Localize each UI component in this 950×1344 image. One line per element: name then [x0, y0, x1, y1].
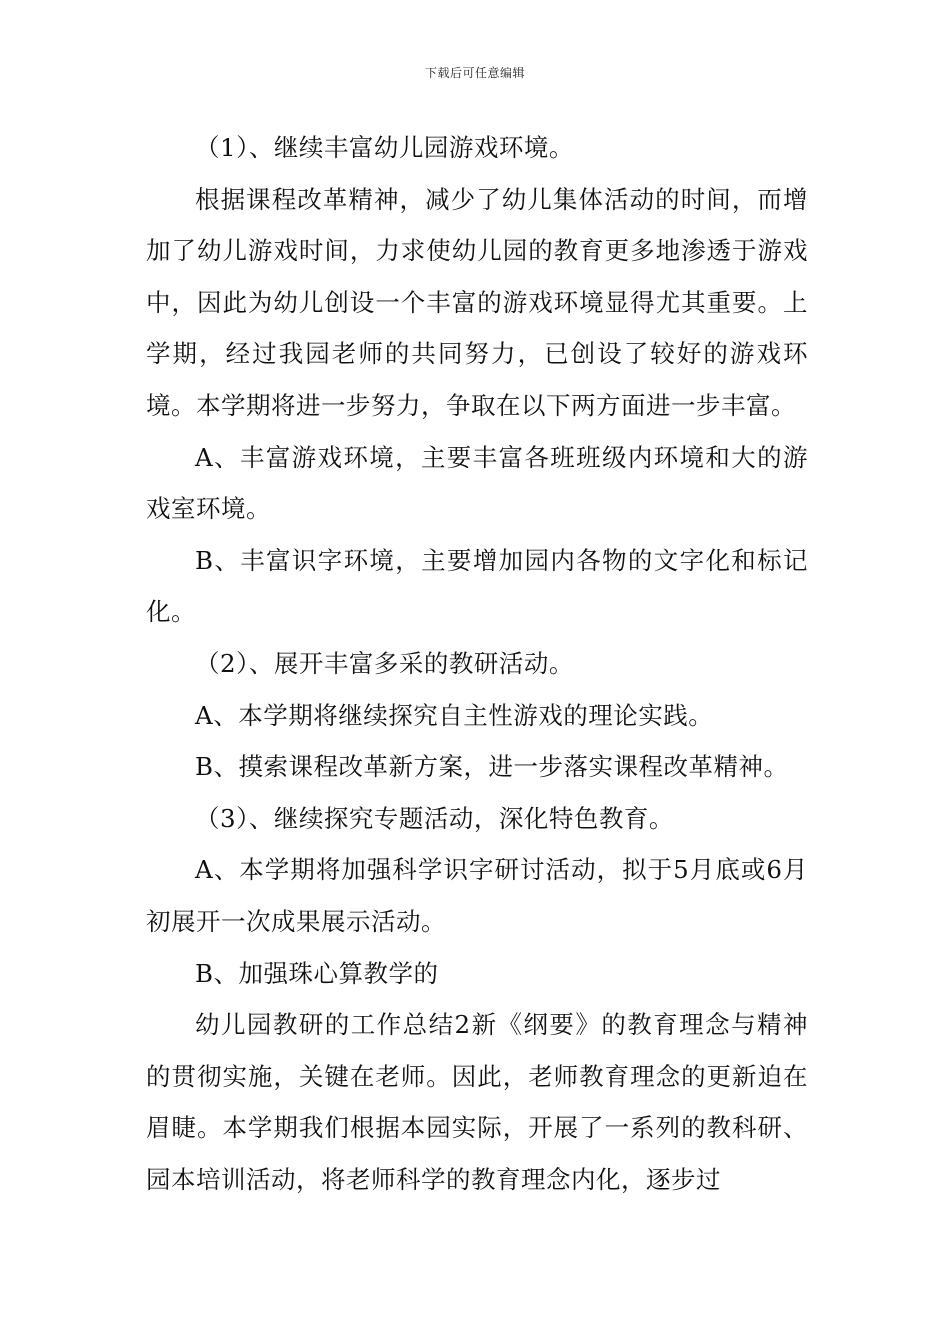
paragraph-item-a: A、本学期将加强科学识字研讨活动，拟于5月底或6月初展开一次成果展示活动。 [146, 855, 808, 936]
paragraph-item-b: B、摸索课程改革新方案，进一步落实课程改革精神。 [195, 752, 789, 782]
paragraph-item-b: B、丰富识字环境，主要增加园内各物的文字化和标记化。 [146, 545, 808, 627]
paragraph-section-1-heading: （1）、继续丰富幼儿园游戏环境。 [195, 133, 574, 162]
paragraph-item-b: B、加强珠心算教学的 [195, 958, 439, 988]
paragraph: 根据课程改革精神，减少了幼儿集体活动的时间，而增加了幼儿游戏时间，力求使幼儿园的教育更多地渗透于游戏中，因此为幼儿创设一个丰富的游戏环境显得尤其重要。上学期，经过我园老师的共同努力，已创设了较好的游戏环境。本学期将进一步努力，争取在以下两方面进一步丰富。 [146, 184, 808, 420]
paragraph-item-a: A、丰富游戏环境，主要丰富各班班级内环境和大的游戏室环境。 [146, 442, 808, 524]
document-body [146, 122, 808, 1205]
paragraph-section-2-heading: （2）、展开丰富多采的教研活动。 [195, 648, 574, 678]
page-header: 下载后可任意编辑 [424, 66, 525, 80]
paragraph-item-a: A、本学期将继续探究自主性游戏的理论实践。 [195, 700, 714, 730]
paragraph-section-3-heading: （3）、继续探究专题活动，深化特色教育。 [195, 803, 674, 833]
paragraph: 幼儿园教研的工作总结2新《纲要》的教育理念与精神的贯彻实施，关键在老师。因此，老师教育理念的更新迫在眉睫。本学期我们根据本园实际，开展了一系列的教科研、园本培训活动，将老师科学的教育理念内化，逐步过 [146, 1010, 808, 1194]
